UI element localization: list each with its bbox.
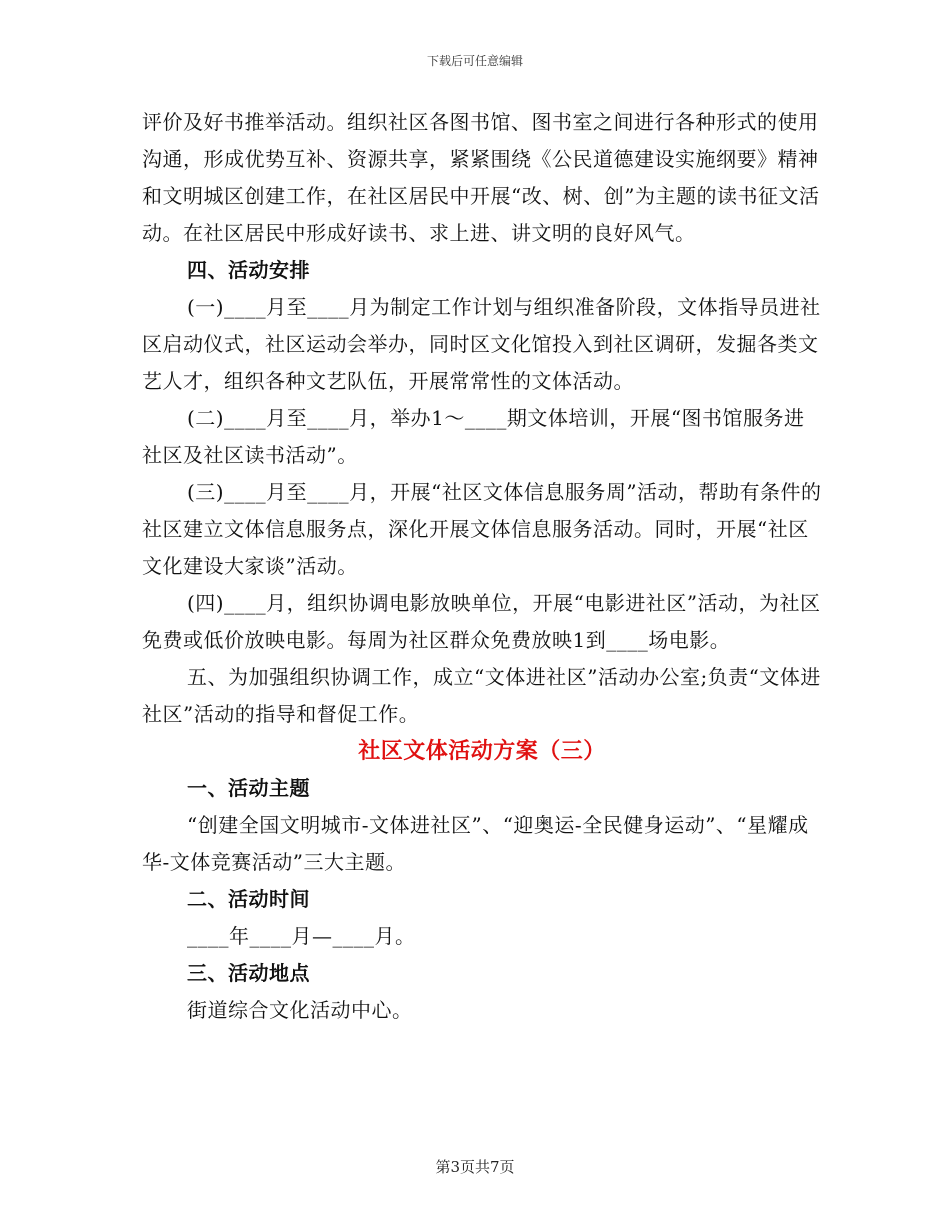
page-number: 第3页共7页 xyxy=(435,1158,515,1176)
section-heading-theme: 一、活动主题 xyxy=(187,776,310,800)
location-paragraph: 街道综合文化活动中心。 xyxy=(187,998,413,1022)
schedule-item-3: (三)____月至____月，开展“社区文体信息服务周”活动，帮助有条件的社区建立文体信息服务点，深化开展文体信息服务活动。同时，开展“社区文化建设大家谈”活动。 xyxy=(142,480,822,578)
page-header-note: 下载后可任意编辑 xyxy=(426,54,523,68)
theme-paragraph: “创建全国文明城市-文体进社区”、“迎奥运-全民健身运动”、“星耀成华-文体竞赛活动”三大主题。 xyxy=(142,813,809,874)
plan-title: 社区文体活动方案（三） xyxy=(358,739,606,764)
document-body xyxy=(142,104,822,1029)
body-paragraph: 评价及好书推举活动。组织社区各图书馆、图书室之间进行各种形式的使用沟通，形成优势互补、资源共享，紧紧围绕《公民道德建设实施纲要》精神和文明城区创建工作，在社区居民中开展“改、树、创”为主题的读书征文活动。在社区居民中形成好读书、求上进、讲文明的良好风气。 xyxy=(142,110,820,245)
section-heading-time: 二、活动时间 xyxy=(187,887,310,911)
section-five-paragraph: 五、为加强组织协调工作，成立“文体进社区”活动办公室;负责“文体进社区”活动的指导和督促工作。 xyxy=(142,665,821,726)
schedule-item-2: (二)____月至____月，举办1～____期文体培训，开展“图书馆服务进社区及社区读书活动”。 xyxy=(142,406,805,467)
time-paragraph: ____年____月—____月。 xyxy=(187,924,416,948)
schedule-item-1: (一)____月至____月为制定工作计划与组织准备阶段，文体指导员进社区启动仪式，社区运动会举办，同时区文化馆投入到社区调研，发掘各类文艺人才，组织各种文艺队伍，开展常常性的文体活动。 xyxy=(142,295,821,393)
section-heading-location: 三、活动地点 xyxy=(187,961,310,985)
section-heading-schedule: 四、活动安排 xyxy=(187,258,310,282)
schedule-item-4: (四)____月，组织协调电影放映单位，开展“电影进社区”活动，为社区免费或低价放映电影。每周为社区群众免费放映1到____场电影。 xyxy=(142,591,821,652)
